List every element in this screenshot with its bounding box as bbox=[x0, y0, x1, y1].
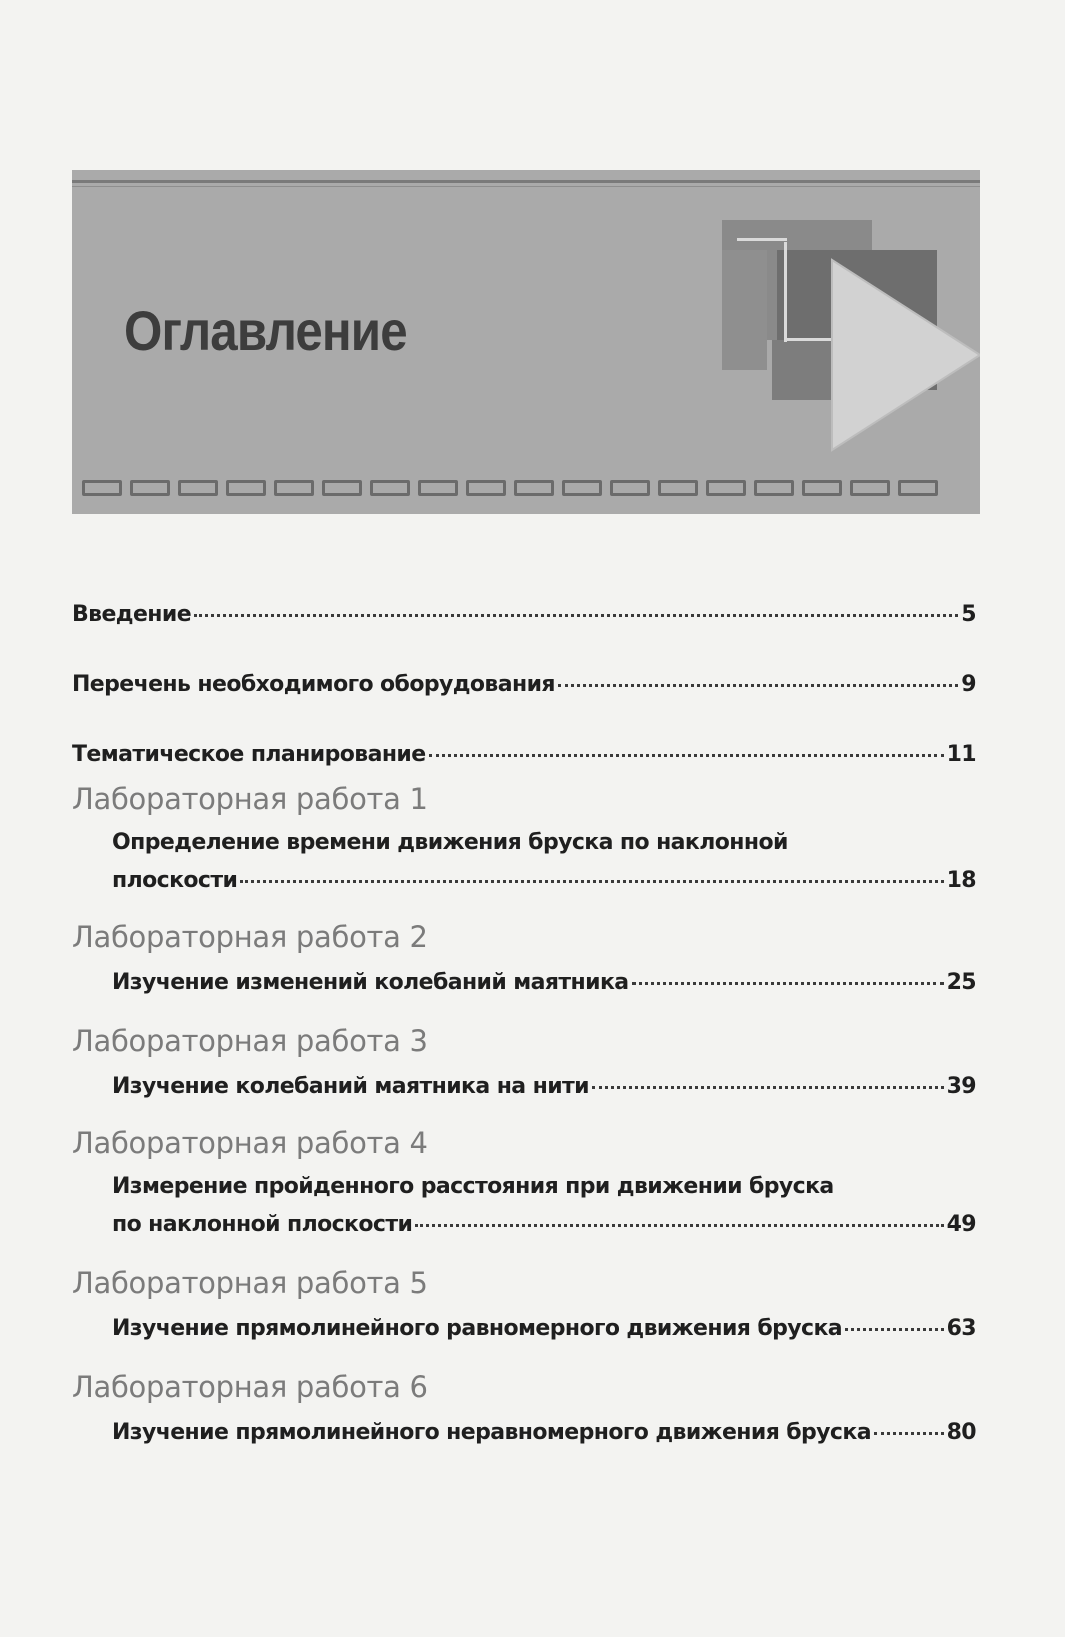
lab-heading-1: Лабораторная работа 1 bbox=[72, 782, 428, 816]
toc-entry-planning[interactable] bbox=[72, 742, 976, 767]
leader-dots bbox=[415, 1224, 943, 1227]
toc-entry-lab-5[interactable] bbox=[112, 1316, 976, 1341]
toc-entry-label: Перечень необходимого оборудования bbox=[72, 672, 555, 697]
toc-entry-lab-6[interactable] bbox=[112, 1420, 976, 1445]
leader-dots bbox=[429, 754, 944, 757]
toc-page-number: 25 bbox=[946, 970, 976, 995]
toc-entry-lab-4[interactable] bbox=[112, 1212, 976, 1237]
toc-page-number: 39 bbox=[946, 1074, 976, 1099]
leader-dots bbox=[592, 1086, 944, 1089]
banner-chain-border bbox=[72, 480, 980, 500]
toc-entry-label: Тематическое планирование bbox=[72, 742, 426, 767]
toc-page-number: 11 bbox=[946, 742, 976, 767]
toc-page-number: 5 bbox=[961, 602, 976, 627]
toc-entry-lab-3[interactable] bbox=[112, 1074, 976, 1099]
toc-entry-label: плоскости bbox=[112, 868, 238, 893]
leader-dots bbox=[240, 880, 943, 883]
toc-page-number: 63 bbox=[946, 1316, 976, 1341]
toc-entry-label-line1: Определение времени движения бруска по наклонной bbox=[112, 830, 788, 855]
banner-top-rule-thin bbox=[72, 186, 980, 187]
toc-page-number: 80 bbox=[946, 1420, 976, 1445]
page-title: Оглавление bbox=[124, 299, 407, 362]
leader-dots bbox=[845, 1328, 944, 1331]
lab-heading-5: Лабораторная работа 5 bbox=[72, 1266, 428, 1300]
lab-heading-6: Лабораторная работа 6 bbox=[72, 1370, 428, 1404]
toc-entry-lab-1[interactable] bbox=[112, 868, 976, 893]
toc-entry-label: по наклонной плоскости bbox=[112, 1212, 413, 1237]
lab-heading-2: Лабораторная работа 2 bbox=[72, 920, 428, 954]
toc-entry-label: Изучение прямолинейного равномерного движения бруска bbox=[112, 1316, 843, 1341]
toc-page-number: 9 bbox=[961, 672, 976, 697]
toc-entry-label: Изучение колебаний маятника на нити bbox=[112, 1074, 589, 1099]
leader-dots bbox=[558, 684, 958, 687]
toc-entry-equipment[interactable] bbox=[72, 672, 976, 697]
lab-heading-3: Лабораторная работа 3 bbox=[72, 1024, 428, 1058]
toc-entry-label: Введение bbox=[72, 602, 192, 627]
arrow-blocks-icon bbox=[722, 220, 980, 460]
leader-dots bbox=[632, 982, 944, 985]
toc-entry-label-line1: Измерение пройденного расстояния при движении бруска bbox=[112, 1174, 834, 1199]
toc-entry-intro[interactable] bbox=[72, 602, 976, 627]
banner-top-rule bbox=[72, 180, 980, 183]
header-banner bbox=[72, 170, 980, 514]
toc-entry-label: Изучение изменений колебаний маятника bbox=[112, 970, 629, 995]
toc-page-number: 18 bbox=[946, 868, 976, 893]
leader-dots bbox=[874, 1432, 944, 1435]
leader-dots bbox=[194, 614, 958, 617]
toc-page-number: 49 bbox=[946, 1212, 976, 1237]
toc-entry-lab-2[interactable] bbox=[112, 970, 976, 995]
toc-entry-label: Изучение прямолинейного неравномерного движения бруска bbox=[112, 1420, 871, 1445]
lab-heading-4: Лабораторная работа 4 bbox=[72, 1126, 428, 1160]
